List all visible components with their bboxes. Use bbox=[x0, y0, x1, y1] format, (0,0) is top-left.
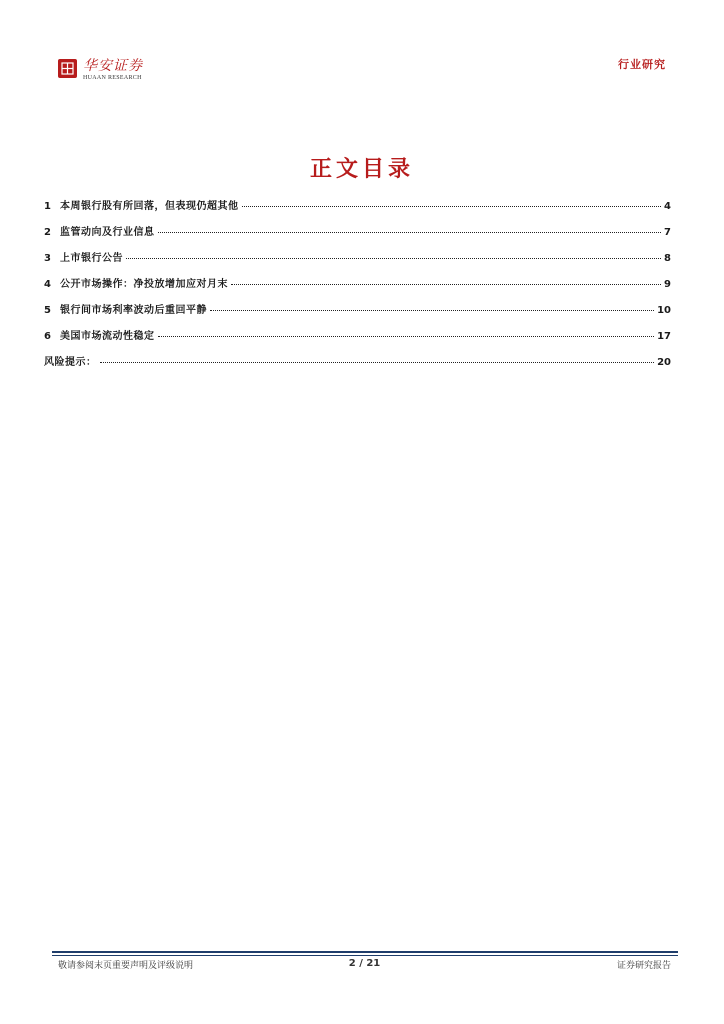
toc-entry-5[interactable] bbox=[44, 301, 671, 327]
footer-rule-thick bbox=[52, 951, 678, 953]
toc-entry-label: 美国市场流动性稳定 bbox=[60, 331, 155, 342]
toc-dot-leader bbox=[242, 206, 662, 207]
toc-entry-label: 上市银行公告 bbox=[60, 253, 123, 264]
toc-entry-risk[interactable] bbox=[44, 353, 671, 379]
toc-entry-number: 1 bbox=[44, 201, 51, 212]
toc-entry-2[interactable] bbox=[44, 223, 671, 249]
page-header bbox=[58, 56, 668, 90]
page-title: 正文目录 bbox=[309, 156, 414, 182]
toc-dot-leader bbox=[100, 362, 655, 363]
page-number: 2 / 21 bbox=[348, 958, 381, 969]
toc-dot-leader bbox=[158, 232, 662, 233]
report-category: 行业研究 bbox=[618, 58, 666, 71]
toc-dot-leader bbox=[158, 336, 655, 337]
toc-entry-page: 20 bbox=[657, 357, 671, 368]
toc-entry-page: 7 bbox=[664, 227, 671, 238]
toc-entry-label: 本周银行股有所回落，但表现仍超其他 bbox=[60, 201, 239, 212]
logo-english-name: HUAAN RESEARCH bbox=[83, 75, 142, 81]
toc-dot-leader bbox=[126, 258, 661, 259]
footer-rule-thin bbox=[52, 955, 678, 956]
toc-entry-1[interactable] bbox=[44, 197, 671, 223]
report-type: 证券研究报告 bbox=[616, 961, 671, 971]
toc-entry-page: 4 bbox=[664, 201, 671, 212]
toc-entry-page: 9 bbox=[664, 279, 671, 290]
toc-entry-number: 5 bbox=[44, 305, 51, 316]
footer-disclaimer: 敬请参阅末页重要声明及评级说明 bbox=[58, 961, 194, 971]
toc-entry-page: 17 bbox=[657, 331, 671, 342]
logo-chinese-name: 华安证券 bbox=[83, 58, 143, 74]
toc-entry-number: 2 bbox=[44, 227, 51, 238]
toc-entry-label: 银行间市场利率波动后重回平静 bbox=[60, 305, 207, 316]
company-logo bbox=[58, 59, 143, 81]
toc-entry-label: 公开市场操作：净投放增加应对月末 bbox=[60, 279, 228, 290]
toc-entry-6[interactable] bbox=[44, 327, 671, 353]
toc-entry-label: 监管动向及行业信息 bbox=[60, 227, 155, 238]
toc-entry-4[interactable] bbox=[44, 275, 671, 301]
table-of-contents bbox=[44, 197, 671, 379]
logo-seal-icon bbox=[58, 59, 77, 78]
toc-entry-label: 风险提示： bbox=[44, 357, 97, 368]
toc-entry-number: 4 bbox=[44, 279, 51, 290]
toc-entry-number: 3 bbox=[44, 253, 51, 264]
toc-entry-number: 6 bbox=[44, 331, 51, 342]
toc-dot-leader bbox=[231, 284, 661, 285]
toc-dot-leader bbox=[210, 310, 654, 311]
toc-entry-page: 8 bbox=[664, 253, 671, 264]
toc-entry-3[interactable] bbox=[44, 249, 671, 275]
toc-entry-page: 10 bbox=[657, 305, 671, 316]
page-footer bbox=[58, 958, 671, 974]
